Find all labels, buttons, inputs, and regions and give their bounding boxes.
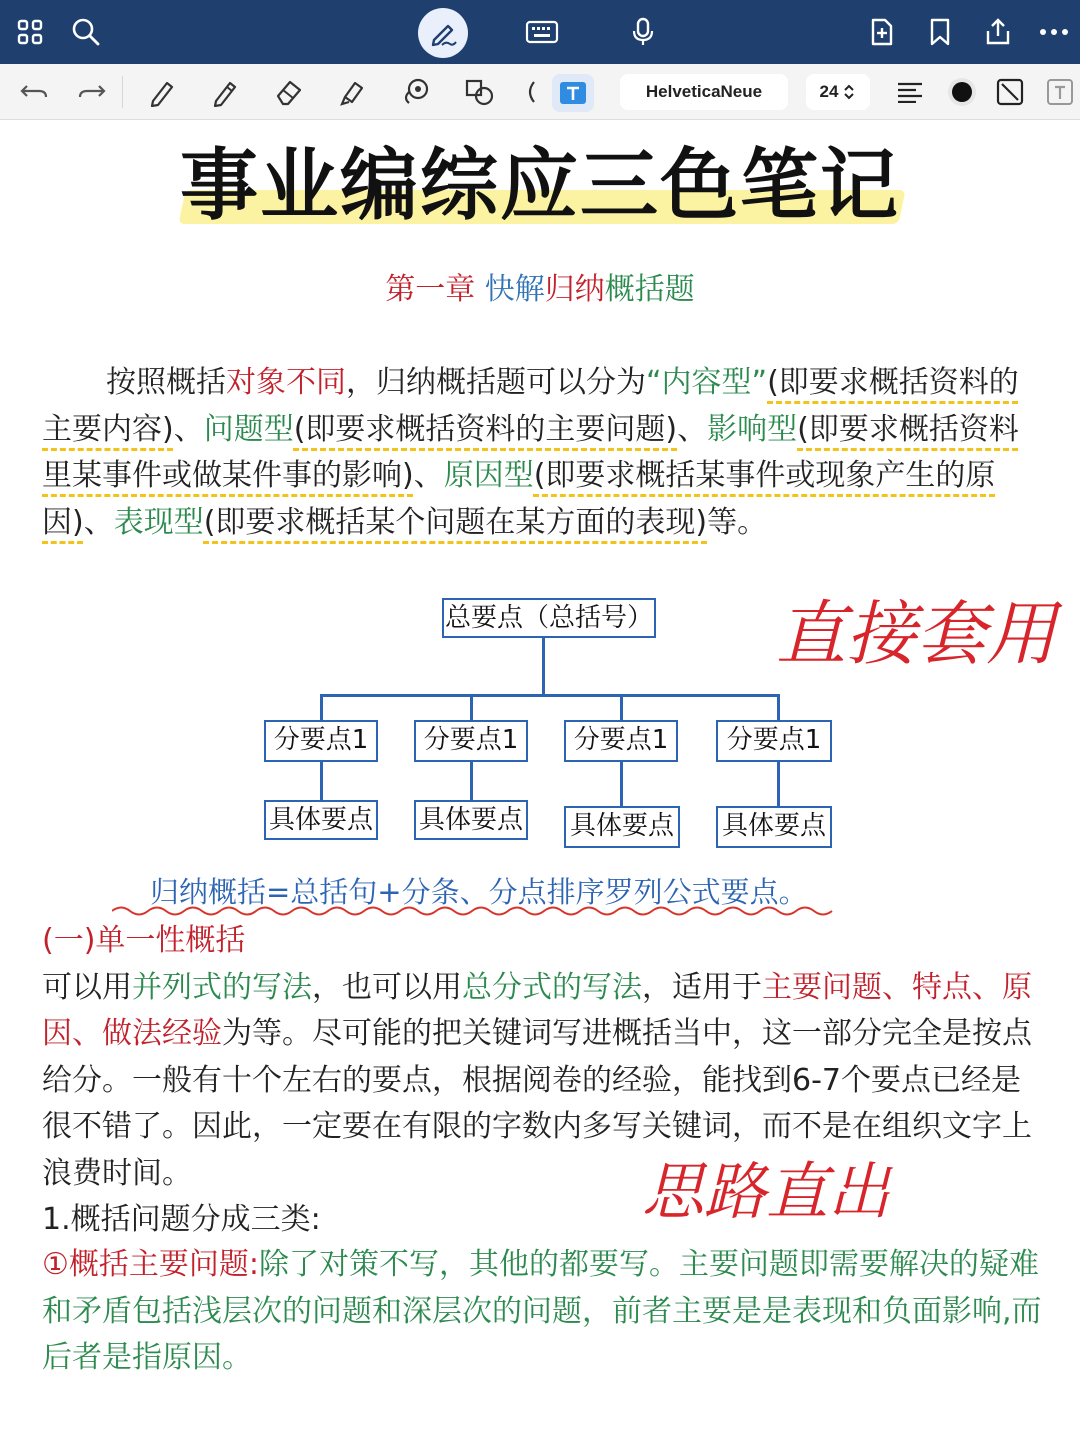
font-size-value: 24: [819, 82, 839, 101]
pen-icon[interactable]: [144, 74, 180, 110]
text-run-underlined: (即要求概括某个问题在某方面的表现): [203, 504, 708, 540]
text-run-green: 除了对策不写，其他的都要写。主要问题即需要解决的疑难和矛盾包括浅层次的问题和深层次的问题，前者主要是是表现和负面影响,而后者是指原因。: [42, 1247, 1042, 1375]
text-run: 、: [413, 458, 444, 493]
add-page-icon[interactable]: [864, 14, 900, 50]
handwritten-note-apply: 直接套用: [776, 593, 1056, 675]
shapes-icon[interactable]: [462, 74, 498, 110]
lasso-icon[interactable]: [398, 74, 434, 110]
diagram-connector: [777, 694, 780, 722]
keyboard-icon[interactable]: [524, 14, 560, 50]
diagram-connector: [620, 694, 623, 722]
color-swatch-icon[interactable]: [944, 74, 980, 110]
diagram-connector: [620, 762, 623, 808]
text-run: 、: [83, 504, 114, 540]
title-container: [0, 136, 1080, 236]
diagram-leaf-node: 具体要点: [716, 806, 832, 848]
text-run: 为等。尽可能的把关键词写进概括当中，这一部分完全是按点给分。一般有十个左右的要点，根据阅卷的经验，能找到6-7个要点已经是很不错了。因此，一定要在有限的字数内多写关键词，而不是在组织文字上浪费时间。: [42, 1016, 1032, 1191]
font-family-selector[interactable]: HelveticaNeue: [620, 74, 788, 110]
align-icon[interactable]: [892, 74, 928, 110]
undo-icon[interactable]: [16, 74, 52, 110]
text-run-red: ①概括主要问题:: [42, 1247, 260, 1282]
text-run-underlined: (即要求概括资料的主要问题): [293, 411, 678, 447]
chapter-prefix: 第一章: [385, 272, 476, 307]
diagram-connector: [777, 762, 780, 808]
diagram-connector: [320, 694, 780, 697]
section-body: [42, 965, 1042, 1198]
top-app-bar: [0, 0, 1080, 64]
list-heading: 1.概括问题分成三类:: [42, 1202, 321, 1237]
text-run: 等。: [707, 504, 768, 540]
chapter-heading: [0, 268, 1080, 312]
grid-icon[interactable]: [12, 14, 48, 50]
microphone-icon[interactable]: [625, 14, 661, 50]
text-run-green: “内容型”: [646, 365, 768, 400]
diagram-branch-node: 分要点1: [264, 720, 378, 762]
text-run: 可以用: [42, 969, 132, 1005]
wavy-underline: [112, 904, 838, 918]
diagram-root-node: 总要点（总括号）: [442, 598, 656, 638]
search-icon[interactable]: [68, 14, 104, 50]
border-style-icon[interactable]: [992, 74, 1028, 110]
diagram-connector: [320, 694, 323, 722]
tool-scroll-indicator-icon: [520, 74, 540, 110]
intro-paragraph: [42, 360, 1042, 546]
diagram-leaf-node: 具体要点: [564, 806, 680, 848]
text-run-red: 主要问题、特点、原因、做法经验: [42, 969, 1032, 1051]
section-heading: (一)单一性概括: [42, 923, 246, 958]
text-run: ，也可以用: [312, 969, 462, 1005]
page-title: 事业编综应三色笔记: [179, 141, 900, 231]
diagram-connector: [470, 694, 473, 722]
text-run-green: 总分式的写法: [462, 969, 642, 1005]
text-run-underlined: (即要求概括资料里某事件或做某件事的影响): [42, 411, 1019, 493]
text-run: 按照概括: [106, 365, 226, 400]
pen-mode-icon[interactable]: [418, 8, 468, 58]
diagram-branch-node: 分要点1: [564, 720, 678, 762]
share-icon[interactable]: [980, 14, 1016, 50]
text-run-green: 影响型: [707, 411, 798, 447]
text-run-underlined: (即要求概括某事件或现象产生的原因): [42, 458, 996, 540]
chapter-part-2: 归纳: [544, 272, 605, 307]
formula-line: 归纳概括=总括句+分条、分点排序罗列公式要点。: [150, 875, 808, 909]
diagram-branch-node: 分要点1: [414, 720, 528, 762]
text-run: 、: [677, 411, 708, 447]
list-item-paragraph: [42, 1242, 1042, 1382]
pencil-icon[interactable]: [207, 74, 243, 110]
redo-icon[interactable]: [74, 74, 110, 110]
text-box-icon[interactable]: [1042, 74, 1078, 110]
text-run: ，适用于: [642, 969, 762, 1005]
diagram-connector: [542, 638, 545, 696]
diagram-branch-node: 分要点1: [716, 720, 832, 762]
text-run-green: 并列式的写法: [132, 969, 312, 1005]
outline-diagram: [250, 590, 850, 860]
eraser-icon[interactable]: [271, 74, 307, 110]
chapter-part-3: 概括题: [604, 272, 695, 307]
text-run-green: 表现型: [113, 504, 204, 540]
diagram-connector: [320, 762, 323, 802]
diagram-leaf-node: 具体要点: [264, 800, 378, 840]
bookmark-icon[interactable]: [922, 14, 958, 50]
text-run-red: 对象不同: [226, 365, 346, 400]
diagram-connector: [470, 762, 473, 802]
text-run: ，归纳概括题可以分为: [346, 365, 646, 400]
highlighter-icon[interactable]: [334, 74, 370, 110]
stepper-icon: [842, 83, 856, 101]
font-size-selector[interactable]: [806, 74, 870, 110]
text-run-green: 问题型: [203, 411, 294, 447]
more-icon[interactable]: [1036, 14, 1072, 50]
section-paragraph: [42, 918, 1042, 1244]
text-tool-icon[interactable]: [552, 74, 594, 112]
text-run-underlined: (即要求概括资料的主要内容): [42, 365, 1019, 447]
text-run: 、: [173, 411, 204, 447]
editor-toolbar: [0, 64, 1080, 120]
diagram-leaf-node: 具体要点: [414, 800, 528, 840]
text-run-green: 原因型: [443, 458, 534, 493]
handwritten-note-direct: 思路直出: [642, 1155, 891, 1228]
chapter-part-1: 快解: [484, 272, 545, 307]
